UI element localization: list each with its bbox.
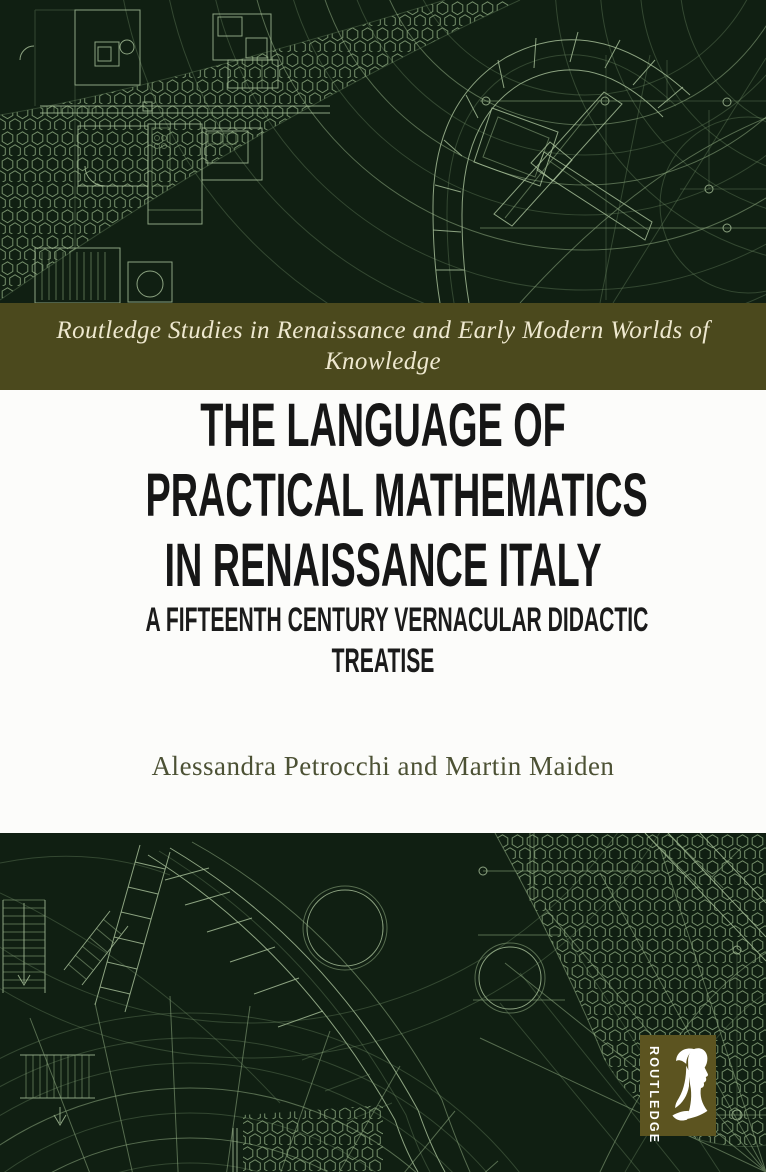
- book-title: [0, 390, 766, 600]
- author-names: Alessandra Petrocchi and Martin Maiden: [151, 751, 615, 781]
- subtitle-line: A FIFTEENTH CENTURY VERNACULAR DIDACTIC: [145, 601, 649, 639]
- stair-plan-art: [3, 900, 128, 1125]
- title-panel: [0, 390, 766, 833]
- leader-line-art: [480, 55, 766, 303]
- series-title-line: Routledge Studies in Renaissance and Early Modern Worlds of: [56, 317, 710, 344]
- routledge-head-r-icon: [666, 1043, 712, 1129]
- subtitle-line: TREATISE: [331, 642, 435, 680]
- title-line: IN RENAISSANCE ITALY: [164, 531, 602, 599]
- tsquare-ruler-art: [474, 92, 652, 240]
- routledge-wordmark: ROUTLEDGE: [647, 1046, 661, 1145]
- routledge-logo: [640, 1035, 716, 1145]
- title-line: PRACTICAL MATHEMATICS: [145, 461, 648, 529]
- curved-stair-art: [433, 32, 690, 303]
- series-band: [0, 303, 766, 390]
- reference-line-art: [233, 1128, 237, 1172]
- title-line: THE LANGUAGE OF: [200, 391, 566, 459]
- book-subtitle: [0, 600, 766, 682]
- blueprint-art-top: [0, 0, 766, 303]
- series-title-line: Knowledge: [324, 348, 442, 375]
